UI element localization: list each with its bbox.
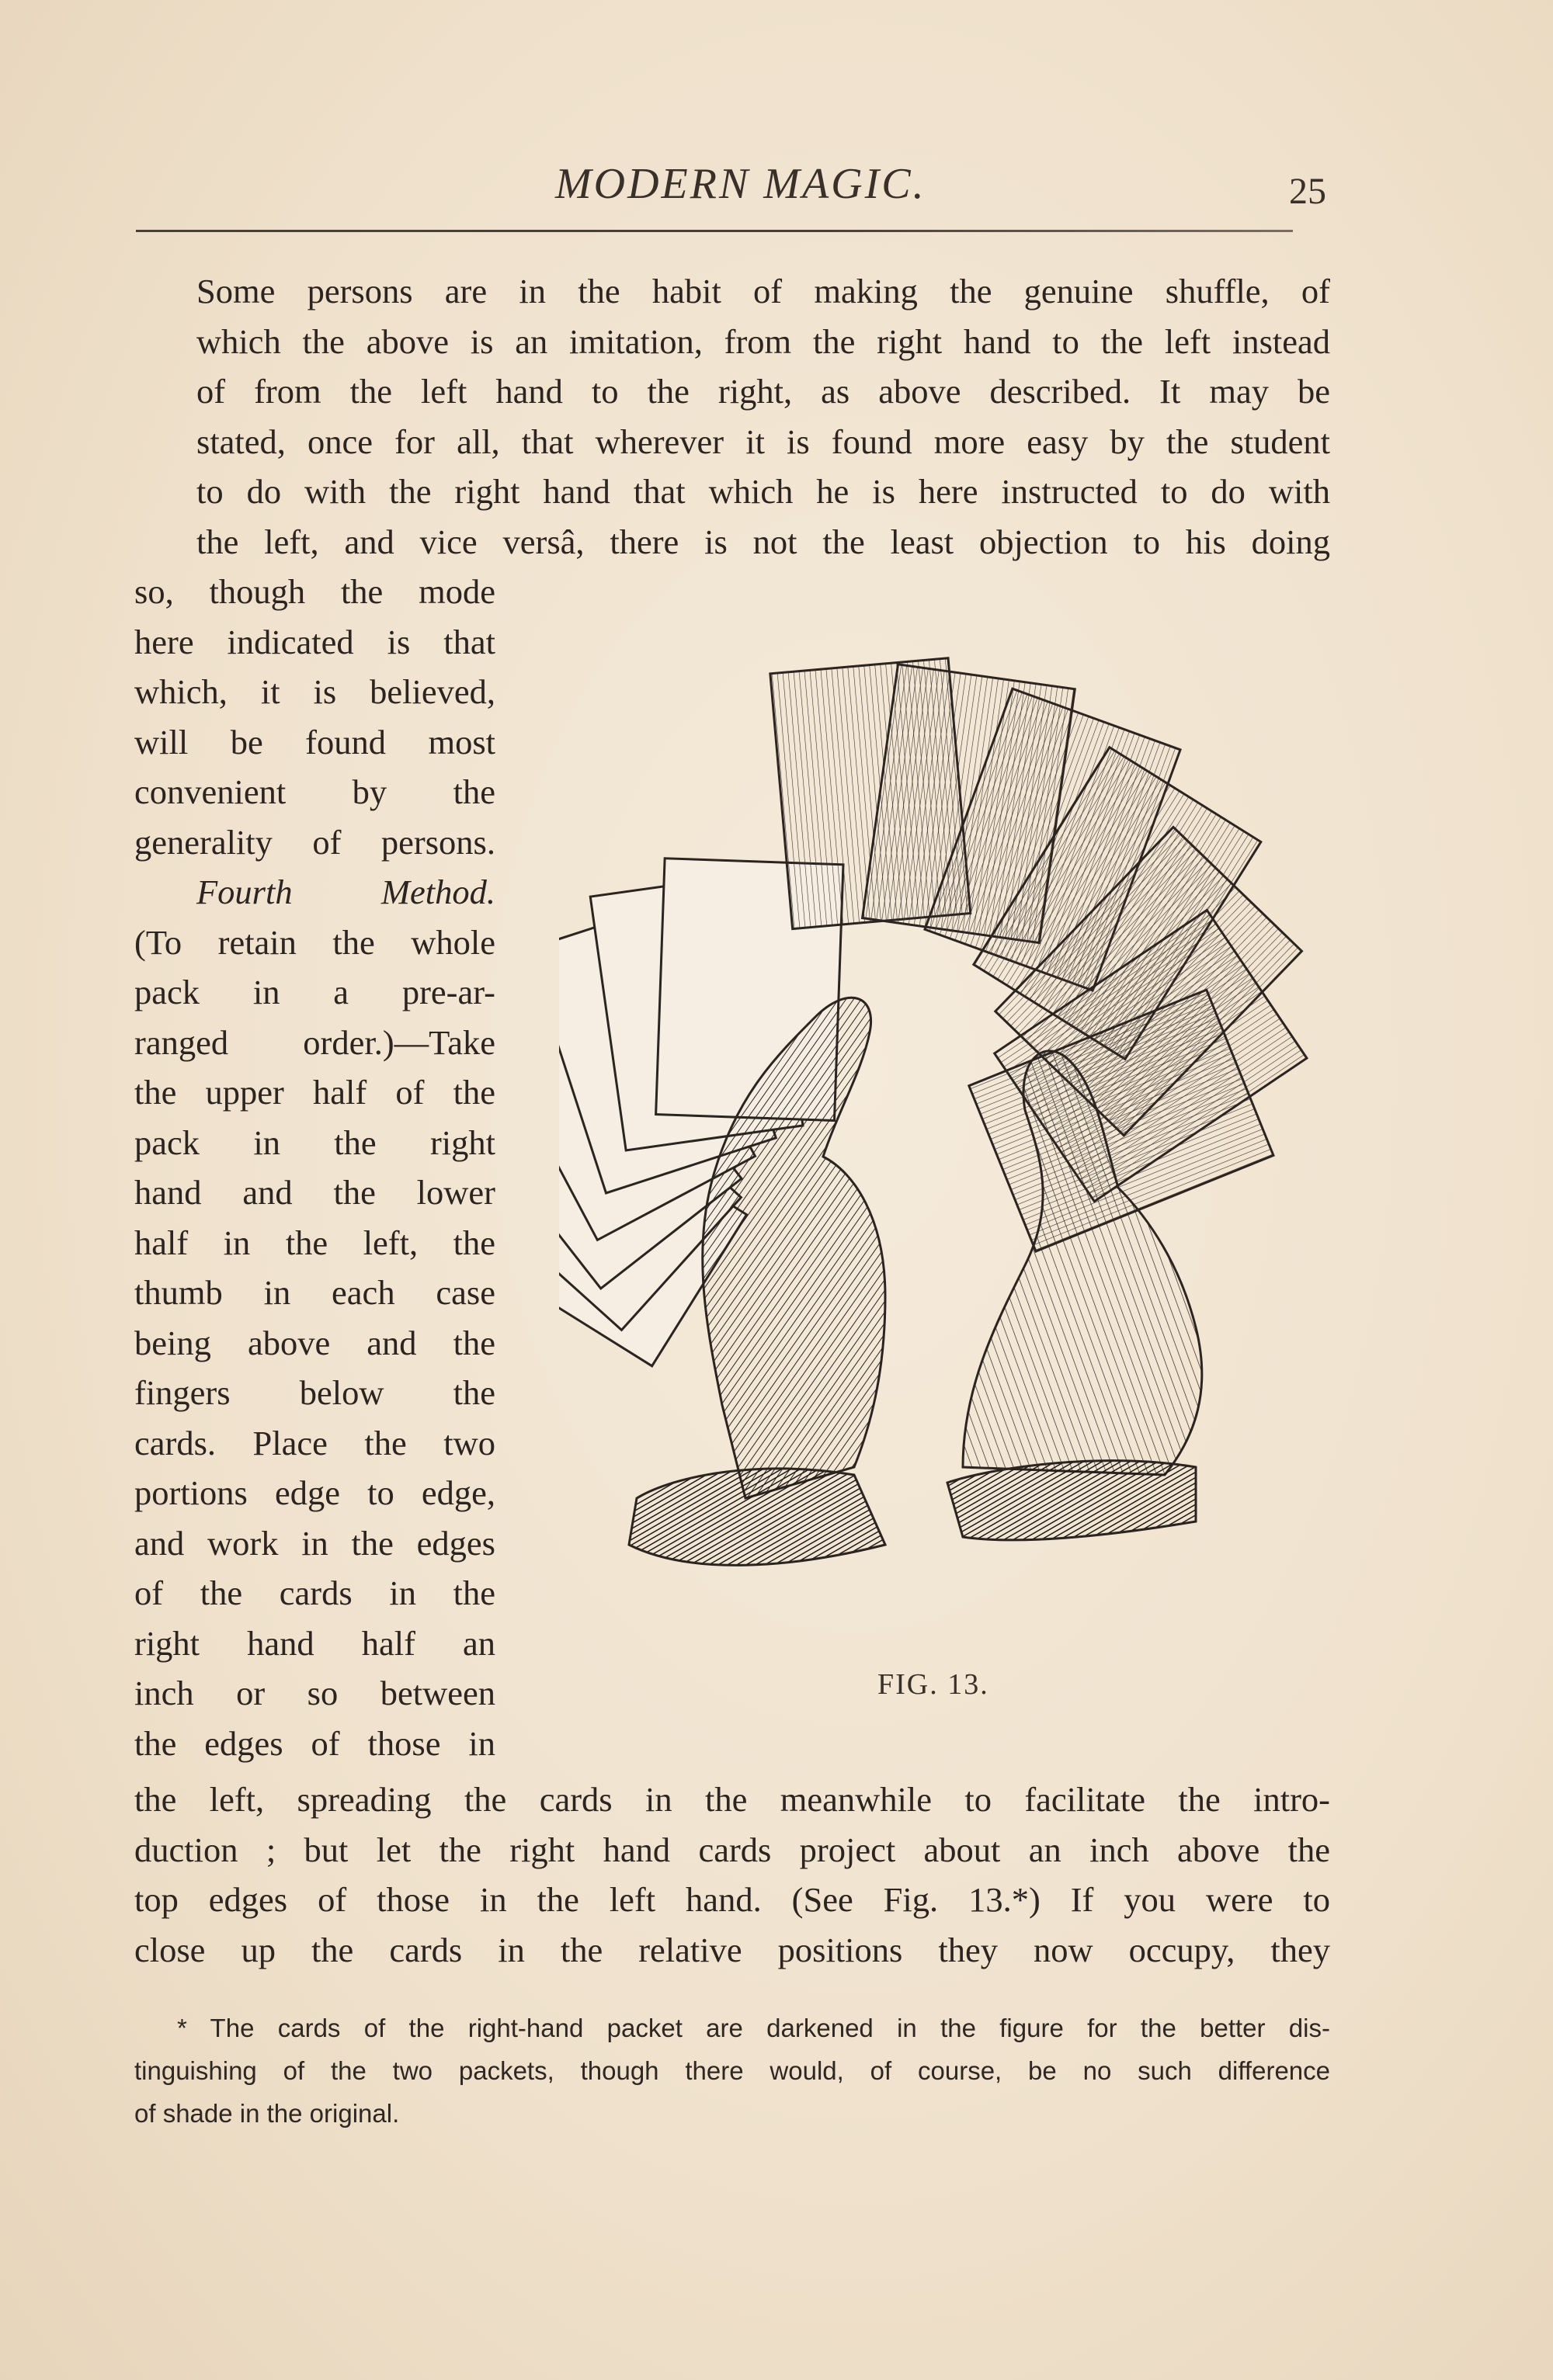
text-line: inch or so between (134, 1674, 495, 1712)
footnote-line: tinguishing of the two packets, though there would, of course, be no such difference (134, 2056, 1330, 2085)
right-hand-fan (770, 658, 1307, 1251)
text-line: the left, and vice versâ, there is not the least objection to his doing (196, 522, 1330, 561)
text-line: and work in the edges (134, 1523, 495, 1563)
text-line: thumb in each case (134, 1273, 495, 1312)
running-head (0, 159, 1553, 213)
text-line: (To retain the whole (134, 922, 495, 962)
figure-13-illustration (559, 629, 1328, 1653)
text-line: to do with the right hand that which he is here instructed to do with (196, 472, 1330, 511)
text-line: which the above is an imitation, from the right hand to the left instead (196, 321, 1330, 361)
footnote (134, 2007, 1330, 2135)
section-heading-fourth-method: Fourth Method. (196, 873, 495, 911)
footnote-line: * The cards of the right-hand packet are darkened in the figure for the better dis- (177, 2014, 1330, 2042)
text-line: convenient by the (134, 772, 495, 811)
text-line: will be found most (134, 722, 495, 762)
text-line: fingers below the (134, 1373, 495, 1412)
text-line: hand and the lower (134, 1173, 495, 1212)
text-line: so, though the mode (134, 572, 495, 611)
text-line: stated, once for all, that wherever it is found more easy by the student (196, 422, 1330, 461)
text-line: right hand half an (134, 1623, 495, 1663)
text-line: pack in the right (134, 1122, 495, 1162)
text-line: pack in a pre-ar- (134, 973, 495, 1011)
paragraph-top (134, 266, 1330, 567)
text-line: of the cards in the (134, 1573, 495, 1612)
text-line: which, it is believed, (134, 672, 495, 711)
running-title: MODERN MAGIC. (555, 160, 926, 208)
text-line: ranged order.)—Take (134, 1022, 495, 1062)
text-line: generality of persons. (134, 822, 495, 862)
header-rule (136, 230, 1293, 232)
text-line: being above and the (134, 1323, 495, 1362)
text-line: duction ; but let the right hand cards project about an inch above the (134, 1830, 1330, 1869)
left-column-text (134, 567, 495, 1768)
text-line: the edges of those in (134, 1723, 495, 1763)
paragraph-bottom (134, 1775, 1330, 1975)
page-number: 25 (1289, 171, 1326, 212)
text-line: of from the left hand to the right, as above described. It may be (196, 372, 1330, 411)
text-line: close up the cards in the relative positions they now occupy, they (134, 1930, 1330, 1969)
footnote-line: of shade in the original. (134, 2099, 400, 2128)
text-line: the left, spreading the cards in the meanwhile to facilitate the intro- (134, 1780, 1330, 1819)
text-line: here indicated is that (134, 622, 495, 661)
text-line: top edges of those in the left hand. (See Fig. 13.*) If you were to (134, 1880, 1330, 1919)
text-line: cards. Place the two (134, 1423, 495, 1462)
text-line: Some persons are in the habit of making the genuine shuffle, of (196, 272, 1330, 311)
text-line: half in the left, the (134, 1223, 495, 1262)
text-line: the upper half of the (134, 1073, 495, 1112)
figure-caption: FIG. 13. (877, 1668, 989, 1701)
text-line: portions edge to edge, (134, 1473, 495, 1512)
